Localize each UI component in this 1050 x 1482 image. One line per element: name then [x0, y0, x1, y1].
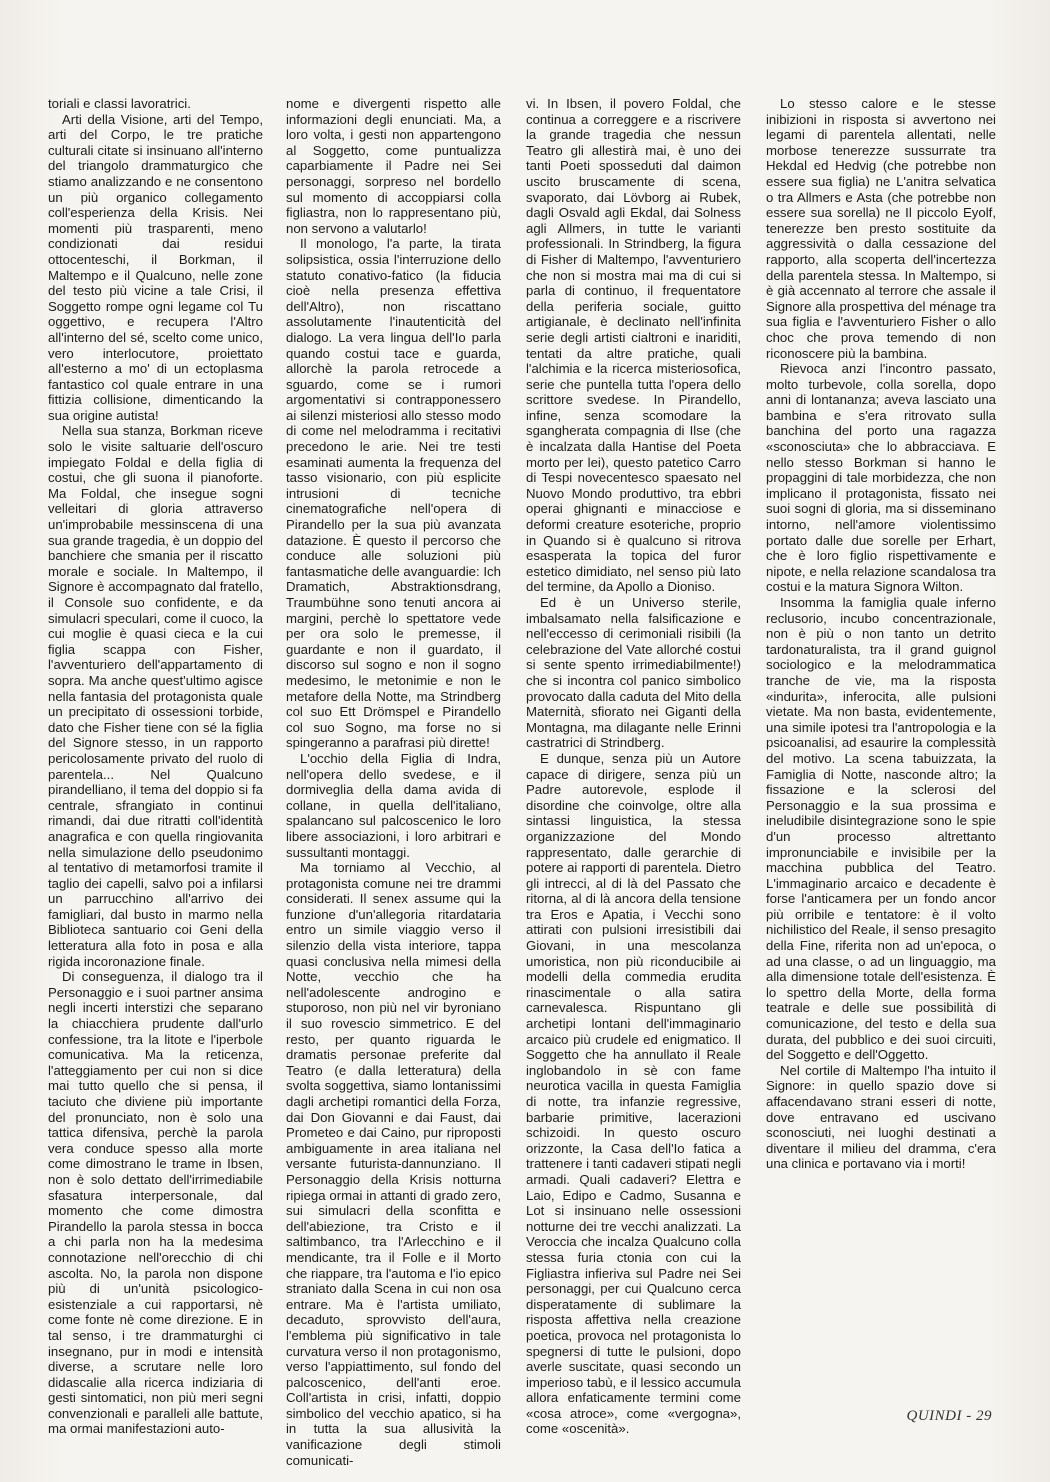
article-paragraph: Il monologo, l'a parte, la tirata solipsistica, ossia l'interruzione dello statuto conativo-fatico (la fiducia cioè nella presenza effettiva dell'Altro), non riscattano assolutamente l'inautenticità del dialogo. La vera lingua dell'Io parla quando costui tace e guarda, allorchè la parola retrocede a sguardo, come se i rumori argomentativi si contrapponessero ai silenzi misteriosi allo stesso modo di come nel melodramma i recitativi precedono le arie. Nei tre testi esaminati aumenta la frequenza del tasso visionario, con più esplicite intrusioni di tecniche cinematografiche nell'opera di Pirandello per la sua più avanzata datazione. È questo il percorso che conduce alle soluzioni più fantasmatiche delle avanguardie: Ich Dramatich, Abstraktionsdrang, Traumbühne sono tenuti ancora ai margini, perchè lo spettatore vede per ora solo le premesse, il guardante e non il guardato, il discorso sul sogno e non il sogno medesimo, le metonimie e non le metafore della Notte, ma Strindberg col suo Ett Drömspel e Pirandello col suo Sogno, ma forse no si spingeranno a parafrasi più dirette! — [286, 236, 501, 751]
article-paragraph: Arti della Visione, arti del Tempo, arti del Corpo, le tre pratiche culturali citate si insinuano all'interno del triangolo drammaturgico che stiamo analizzando e ne consentono un più organico collegamento coll'esperienza della Krisis. Nei momenti più trasparenti, meno condizionati dai residui ottocenteschi, il Borkman, il Maltempo e il Qualcuno, nelle zone del testo più vicine a tale Crisi, il Soggetto rompe ogni legame col Tu oggettivo, e recupera l'Altro all'interno del sé, scelto come unico, vero interlocutore, proiettato all'esterno a mo' di un ectoplasma fantastico col quale entrare in una fittizia collisione, dimenticando la sua origine autista! — [48, 111, 263, 423]
article-paragraph: toriali e classi lavoratrici. — [48, 96, 191, 111]
text-column-3 — [526, 96, 741, 1437]
article-paragraph: Nel cortile di Maltempo l'ha intuito il Signore: in quello spazio dove si affacendavano strani esseri di notte, dove entravano ed uscivano sconosciuti, nei luoghi destinati a diventare il milieu del dramma, c'era una clinica e portavano via i morti! — [766, 1062, 996, 1172]
article-paragraph: nome e divergenti rispetto alle informazioni degli enunciati. Ma, a loro volta, i gesti non appartengono al Soggetto, come puntualizza caparbiamente il Padre nei Sei personaggi, sorpreso nel bordello sul momento di accoppiarsi colla figliastra, non lo rappresentano più, non servono a valutarlo! — [286, 96, 501, 236]
article-paragraph: Rievoca anzi l'incontro passato, molto turbevole, colla sorella, dopo anni di lontananza; aveva lasciato una bambina e s'era ritrovato sulla banchina del porto una ragazza «sconosciuta» che lo abbracciava. E nello stesso Borkman si hanno le propaggini di tale morbidezza, che non implicano il protagonista, fissato nei suoi sogni di gloria, ma si disseminano intorno, nell'amore violentissimo portato dalle due sorelle per Erhart, che è loro figlio rispettivamente e nipote, e nella relazione scandalosa tra costui e la matura Signora Wilton. — [766, 361, 996, 595]
article-paragraph: L'occhio della Figlia di Indra, nell'opera dello svedese, e il dormiveglia della dama avida di collane, in quella dell'italiano, spalancano sul palcoscenico le loro libere associazioni, i loro arbitrari e sussultanti montaggi. — [286, 750, 501, 860]
article-paragraph: Insomma la famiglia quale inferno reclusorio, incubo concentrazionale, non è più o non tanto un detrito tardonaturalista, tra il grand guignol sociologico e la melodrammatica tranche de vie, ma la risposta «indurita», inferocita, alle pulsioni vietate. Ma non basta, evidentemente, una simile ipotesi tra l'antropologia e la psicoanalisi, ad esaurire la complessità del motivo. La scena tabuizzata, la Famiglia di Notte, nasconde altro; la fissazione e la sclerosi del Personaggio e la sua prossima e ineludibile disintegrazione sono le spie d'un processo altrettanto impronunciabile e invisibile per la macchina pubblica del Teatro. L'immaginario arcaico e decadente è forse l'anticamera per un fondo ancor più orribile e tentatore: è il volto nichilistico del Reale, il senso presagito della Fine, riferita non ad un'epoca, o ad una classe, o ad un linguaggio, ma alla dimensione totale dell'esistenza. È lo spettro della Morte, della forma teatrale e delle sue possibilità di comunicazione, del testo e della sua durata, del pubblico e dei suoi circuiti, del Soggetto e dell'Oggetto. — [766, 595, 996, 1063]
article-paragraph: E dunque, senza più un Autore capace di dirigere, senza più un Padre autorevole, esplode il disordine che coinvolge, oltre alla sintassi linguistica, la stessa organizzazione del Mondo rappresentato, dalle gerarchie di potere ai rapporti di parentela. Dietro gli intrecci, al di là del Passato che ritorna, al di là ancora della tensione tra Eros e Apatia, i Vecchi sono attirati con pulsioni irresistibili dai Giovani, in una mescolanza umoristica, non più riconducibile ai modelli della commedia erudita rinascimentale o alla satira carnevalesca. Rispuntano gli archetipi lontani dell'immaginario arcaico più crudele ed enigmatico. Il Soggetto che ha annullato il Reale inglobandolo in sè con fame neurotica vacilla in questa Famiglia di notte, tra infanzie regressive, barbarie primitive, lacerazioni schizoidi. In questo oscuro orizzonte, la Casa dell'Io fatica a trattenere i tanti cadaveri stipati negli armadi. Quali cadaveri? Elettra e Laio, Edipo e Cadmo, Susanna e Lot si insinuano nelle ossessioni notturne dei tre vecchi analizzati. La Veroccia che incalza Qualcuno colla stessa furia ctonia con cui la Figliastra infieriva sul Padre nei Sei personaggi, per cui Qualcuno cerca disperatamente di sublimare la risposta affettiva nella creazione poetica, provoca nel protagonista lo spegnersi di tutte le pulsioni, dopo averle suscitate, quasi secondo un imperioso tabù, e il lessico accumula allora enfaticamente termini come «cosa atroce», come «vergogna», come «oscenità». — [526, 750, 741, 1437]
page-footer: QUINDI - 29 — [906, 1408, 992, 1424]
article-paragraph: Ed è un Universo sterile, imbalsamato nella falsificazione e nell'eccesso di cerimoniali risibili (la celebrazione del Vate allorché costui si sente spento irrimediabilmente!) che si incontra col panico simbolico provocato dalla caduta del Mito della Maternità, sfiorato nei Giganti della Montagna, ma dilagante nelle Erinni castratrici di Strindberg. — [526, 595, 741, 751]
article-paragraph: Ma torniamo al Vecchio, al protagonista comune nei tre drammi considerati. Il senex assume qui la funzione d'un'allegoria ritardataria entro un simile viaggio verso il silenzio della vista interiore, tappa quasi conclusiva nella mimesi della Notte, vecchio che ha nell'adolescente androgino e stuporoso, non più nel vir byroniano il suo rovescio simmetrico. E del resto, per quanto riguarda le dramatis personae preferite dal Teatro (e dalla letteratura) della svolta soggettiva, siamo lontanissimi dagli archetipi romantici della Forza, dai Don Giovanni e dai Faust, dai Prometeo e dai Caino, pur riproposti ambiguamente in area italiana nel versante futurista-dannunziano. Il Personaggio della Krisis notturna ripiega ormai in attanti di grado zero, sui simulacri della sconfitta e dell'abiezione, tra Cristo e il saltimbanco, tra l'Arlecchino e il mendicante, tra il Folle e il Morto che riappare, tra l'automa e l'io epico straniato dalla Scena in cui non osa entrare. Ma è l'artista umiliato, decaduto, sprovvisto dell'aura, l'emblema più significativo in tale curvatura verso il non protagonismo, verso l'appiattimento, sul fondo del palcoscenico, dell'anti eroe. Coll'artista in crisi, infatti, doppio simbolico del vecchio apatico, si ha in tutta la sua allusività la vanificazione degli stimoli comunicati- — [286, 860, 501, 1468]
article-paragraph: vi. In Ibsen, il povero Foldal, che continua a correggere e a riscrivere la grande tragedia che nessun Teatro gli allestirà mai, è uno dei tanti Poeti sposseduti dal daimon uscito bruscamente di scena, svaporato, dai Lövborg ai Rubek, dagli Osvald agli Ekdal, dai Solness agli Allmers, in tutte le varianti professionali. In Strindberg, la figura di Fisher di Maltempo, l'avventuriero che non si mostra mai ma di cui si parla di continuo, il frequentatore della periferia sociale, guitto artigianale, è declinato nell'infinita serie degli artisti cialtroni e inariditi, tentati da altre pratiche, quali l'alchimia e la ricerca misteriosofica, serie che puntella tutta l'opera dello scrittore svedese. In Pirandello, infine, senza scomodare la sgangherata compagnia di Ilse (che è incalzata dalla Hantise del Poeta morto per lei), questo patetico Carro di Tespi novecentesco spaesato nel Nuovo Mondo produttivo, tra ebbri operai ghignanti e minacciose e deformi creature esoteriche, proprio in Quando si è qualcuno si ritrova esasperata la topica del furor estetico dimidiato, nel senso più lato del termine, da Apollo a Dioniso. — [526, 96, 741, 595]
article-paragraph: Di conseguenza, il dialogo tra il Personaggio e i suoi partner ansima negli incerti interstizi che separano la chiacchiera prudente dall'urlo confessione, tra la litote e l'iperbole comunicativa. Ma la reticenza, l'atteggiamento per cui non si dice mai tutto quello che si pensa, il taciuto che diviene più importante del pronunciato, non è solo una tattica difensiva, perchè la parola vera conduce spesso alla morte come dimostrano le trame in Ibsen, non è solo dettato dell'irrimediabile sfasatura interpersonale, dal momento che come dimostra Pirandello la parola stessa in bocca a chi parla non ha la medesima connotazione nell'orecchio di chi ascolta. No, la parola non dispone più di un'unità psicologico-esistenziale a cui rapportarsi, nè come fonte nè come direzione. E in tal senso, i tre drammaturghi ci insegnano, pur in modi e intensità diverse, a scrutare nelle loro didascalie alla ricerca indiziaria di gesti sintomatici, non più meri segni convenzionali e paralleli alle battute, ma ormai manifestazioni auto- — [48, 969, 263, 1437]
text-column-1 — [48, 96, 263, 1437]
article-paragraph: Lo stesso calore e le stesse inibizioni in risposta si avvertono nei legami di parentela allentati, nelle morbose tenerezze sussurrate tra Hekdal ed Hedvig (che potrebbe non essere sua figlia) ne L'anitra selvatica o tra Allmers e Asta (che potrebbe non essere sua sorella) ne Il piccolo Eyolf, tenerezze ben presto sostituite da aggressività o dalla cessazione del rapporto, alla scoperta dell'incertezza della parentela stessa. In Maltempo, si è già accennato al terrore che assale il Signore alla prospettiva del ménage tra sua figlia e l'avventuriero Fisher o allo choc che prova temendo di non riconoscere più la bambina. — [766, 96, 996, 361]
text-column-4 — [766, 96, 996, 1206]
text-column-2 — [286, 96, 501, 1468]
article-paragraph: Nella sua stanza, Borkman riceve solo le visite saltuarie dell'oscuro impiegato Foldal e della figlia di costui, che gli suona il pianoforte. Ma Foldal, che insegue sogni velleitari di gloria attraverso un'improbabile messinscena di una sua grande tragedia, è un doppio del banchiere che smania per il riscatto morale e sociale. In Maltempo, il Signore è accompagnato dal fratello, il Console suo confidente, e da simulacri speculari, come il cuoco, la cui moglie è quasi cieca e la cui figlia scappa con Fisher, l'avventuriero dell'appartamento di sopra. Ma anche quest'ultimo agisce nella fantasia del protagonista quale un precipitato di ossessioni torbide, dato che Fisher tiene con sé la figlia del Signore stesso, in un rapporto pericolosamente privato del ruolo di parentela... Nel Qualcuno pirandelliano, il tema del doppio si fa centrale, sfrangiato in continui rimandi, dai due ritratti coll'identità anagrafica e con quella ringiovanita nella simulazione dello pseudonimo al tentativo di metamorfosi tramite il taglio dei capelli, salvo poi a infilarsi un parrucchino all'arrivo dei famigliari, dal busto in marmo nella Biblioteca santuario coi Geni della letteratura alla foto in posa e alla rigida incoronazione finale. — [48, 423, 263, 969]
